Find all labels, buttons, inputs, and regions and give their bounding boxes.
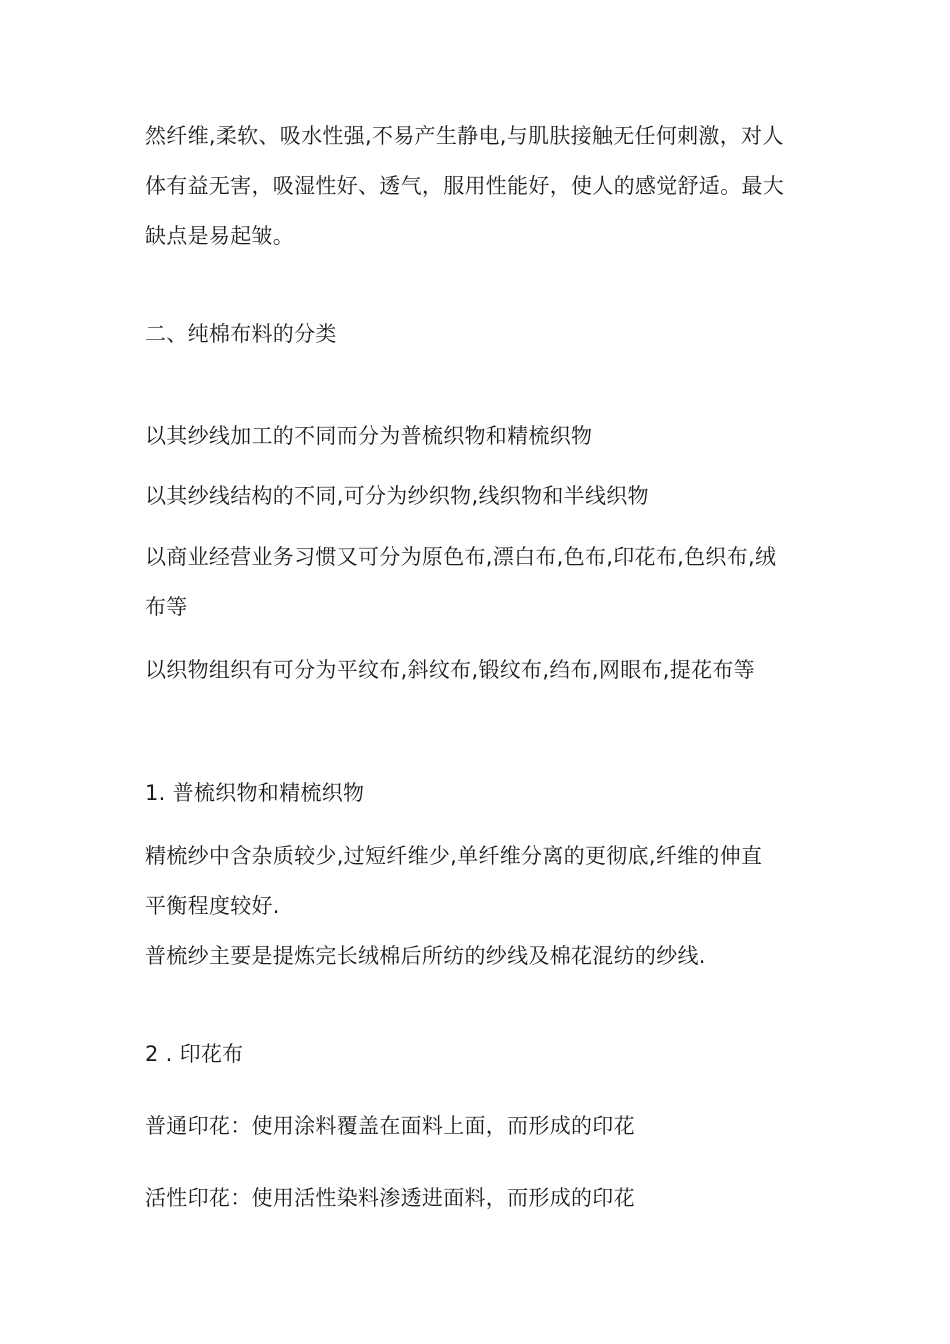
subsection-heading-1: 1. 普梳织物和精梳织物 xyxy=(145,781,365,805)
intro-line-1: 然纤维,柔软、吸水性强,不易产生静电,与肌肤接触无任何刺激，对人 xyxy=(145,124,784,148)
classification-item-3-line-2: 布等 xyxy=(145,595,188,619)
classification-item-4: 以织物组织有可分为平纹布,斜纹布,锻纹布,绉布,网眼布,提花布等 xyxy=(145,658,755,682)
section-heading-classification: 二、纯棉布料的分类 xyxy=(145,322,337,346)
classification-item-1: 以其纱线加工的不同而分为普梳织物和精梳织物 xyxy=(145,424,593,448)
classification-item-3-line-1: 以商业经营业务习惯又可分为原色布,漂白布,色布,印花布,色织布,绒 xyxy=(145,545,777,569)
combed-paragraph-line-1: 精梳纱中含杂质较少,过短纤维少,单纤维分离的更彻底,纤维的伸直 xyxy=(145,844,763,868)
intro-line-2: 体有益无害，吸湿性好、透气，服用性能好，使人的感觉舒适。最大 xyxy=(145,174,784,198)
carded-paragraph: 普梳纱主要是提炼完长绒棉后所纺的纱线及棉花混纺的纱线. xyxy=(145,944,706,968)
intro-line-3: 缺点是易起皱。 xyxy=(145,224,295,248)
classification-item-2: 以其纱线结构的不同,可分为纱织物,线织物和半线织物 xyxy=(145,484,649,508)
print-item-2: 活性印花：使用活性染料渗透进面料，而形成的印花 xyxy=(145,1186,635,1210)
combed-paragraph-line-2: 平衡程度较好. xyxy=(145,894,280,918)
print-item-1: 普通印花：使用涂料覆盖在面料上面，而形成的印花 xyxy=(145,1114,635,1138)
subsection-heading-2: 2 . 印花布 xyxy=(145,1042,244,1066)
